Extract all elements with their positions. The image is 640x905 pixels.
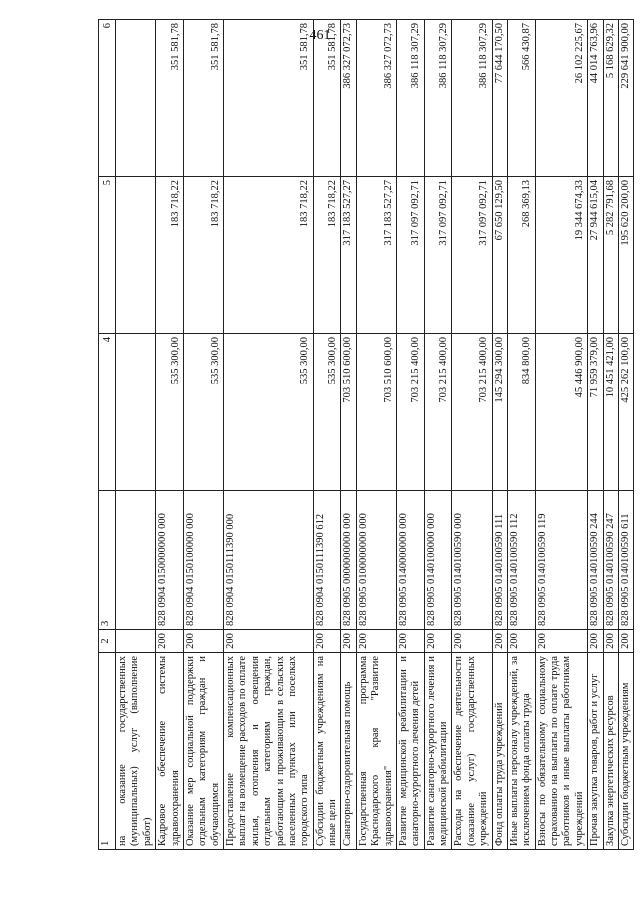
row-kbk: 828 0904 0150111390 000 (224, 491, 314, 630)
header-col-4: 4 (99, 334, 116, 491)
row-executed: 268 369,13 (507, 177, 535, 334)
row-code: 200 (603, 630, 618, 653)
table-row (341, 20, 356, 850)
row-kbk: 828 0905 0140100000 000 (424, 491, 452, 630)
table-row (507, 20, 535, 850)
row-name: Прочая закупка товаров, работ и услуг (588, 653, 603, 850)
row-kbk (116, 491, 156, 630)
row-kbk: 828 0904 0150100000 000 (183, 491, 223, 630)
row-executed: 317 097 092,71 (424, 177, 452, 334)
table-row (535, 20, 588, 850)
budget-table-rotated (98, 23, 631, 850)
row-remainder: 351 581,78 (183, 20, 223, 177)
row-remainder: 351 581,78 (313, 20, 341, 177)
row-code: 200 (183, 630, 223, 653)
row-executed (116, 177, 156, 334)
row-remainder: 229 641 900,00 (618, 20, 633, 177)
row-plan: 45 446 900,00 (535, 334, 588, 491)
row-name: Государственная программа Краснодарского края "Развитие здравоохранения" (356, 653, 396, 850)
row-remainder: 44 014 763,96 (588, 20, 603, 177)
row-plan: 535 300,00 (156, 334, 184, 491)
row-code: 200 (356, 630, 396, 653)
row-remainder: 386 118 307,29 (396, 20, 424, 177)
table-row (224, 20, 314, 850)
budget-table (98, 19, 634, 850)
row-name: Предоставление компенсационных выплат на возмещение расходов по оплате жилья, отопления и освещения отдельным категориям граждан, работающим и проживающим в сельских населенных пунктах или поселках городского типа (224, 653, 314, 850)
row-plan (116, 334, 156, 491)
row-code (116, 630, 156, 653)
row-executed: 183 718,22 (224, 177, 314, 334)
row-executed: 27 944 615,04 (588, 177, 603, 334)
row-remainder: 566 430,87 (507, 20, 535, 177)
row-plan: 10 451 421,00 (603, 334, 618, 491)
row-code: 200 (156, 630, 184, 653)
row-remainder: 386 327 072,73 (341, 20, 356, 177)
row-name: на оказание государственных (муниципальных) услуг (выполнение работ) (116, 653, 156, 850)
table-row (618, 20, 633, 850)
row-executed: 183 718,22 (313, 177, 341, 334)
table-row (396, 20, 424, 850)
table-row (356, 20, 396, 850)
header-col-5: 5 (99, 177, 116, 334)
row-executed: 317 097 092,71 (396, 177, 424, 334)
row-code: 200 (618, 630, 633, 653)
row-name: Закупка энергетических ресурсов (603, 653, 618, 850)
row-plan: 703 510 600,00 (356, 334, 396, 491)
row-name: Расходы на обеспечение деятельности (оказание услуг) государственных учреждений (452, 653, 492, 850)
table-row (492, 20, 507, 850)
row-plan: 535 300,00 (183, 334, 223, 491)
row-remainder: 351 581,78 (224, 20, 314, 177)
row-kbk: 828 0905 0140100590 111 (492, 491, 507, 630)
header-col-6: 6 (99, 20, 116, 177)
row-code: 200 (588, 630, 603, 653)
header-col-2: 2 (99, 630, 116, 653)
header-col-1: 1 (99, 653, 116, 850)
row-remainder: 77 644 170,50 (492, 20, 507, 177)
row-remainder (116, 20, 156, 177)
row-kbk: 828 0905 0140100590 000 (452, 491, 492, 630)
row-code: 200 (341, 630, 356, 653)
table-row (588, 20, 603, 850)
row-remainder: 351 581,78 (156, 20, 184, 177)
row-plan: 834 800,00 (507, 334, 535, 491)
row-executed: 5 282 791,68 (603, 177, 618, 334)
row-code: 200 (507, 630, 535, 653)
row-code: 200 (424, 630, 452, 653)
row-plan: 703 215 400,00 (396, 334, 424, 491)
table-header-row (99, 20, 116, 850)
row-plan: 145 294 300,00 (492, 334, 507, 491)
row-name: Санаторно-оздоровительная помощь (341, 653, 356, 850)
row-plan: 425 262 100,00 (618, 334, 633, 491)
row-code: 200 (535, 630, 588, 653)
row-code: 200 (396, 630, 424, 653)
row-remainder: 26 102 225,67 (535, 20, 588, 177)
row-code: 200 (492, 630, 507, 653)
row-kbk: 828 0905 0100000000 000 (356, 491, 396, 630)
row-executed: 183 718,22 (183, 177, 223, 334)
row-plan: 71 959 379,00 (588, 334, 603, 491)
table-row (156, 20, 184, 850)
row-kbk: 828 0904 0150000000 000 (156, 491, 184, 630)
row-name: Иные выплаты персоналу учреждений, за исключением фонда оплаты труда (507, 653, 535, 850)
table-row (424, 20, 452, 850)
row-kbk: 828 0904 0150111390 612 (313, 491, 341, 630)
row-kbk: 828 0905 0000000000 000 (341, 491, 356, 630)
row-kbk: 828 0905 0140100590 611 (618, 491, 633, 630)
row-remainder: 386 118 307,29 (424, 20, 452, 177)
page-number: 461 (309, 28, 331, 43)
row-plan: 535 300,00 (224, 334, 314, 491)
row-remainder: 5 168 629,32 (603, 20, 618, 177)
row-plan: 703 215 400,00 (424, 334, 452, 491)
row-name: Развитие санаторно-курортного лечения и медицинской реабилитации (424, 653, 452, 850)
row-name: Фонд оплаты труда учреждений (492, 653, 507, 850)
row-kbk: 828 0905 0140000000 000 (396, 491, 424, 630)
table-row (183, 20, 223, 850)
row-name: Субсидии бюджетным учреждениям на иные цели (313, 653, 341, 850)
row-code: 200 (224, 630, 314, 653)
row-code: 200 (452, 630, 492, 653)
row-executed: 195 620 200,00 (618, 177, 633, 334)
row-remainder: 386 118 307,29 (452, 20, 492, 177)
row-code: 200 (313, 630, 341, 653)
row-executed: 317 097 092,71 (452, 177, 492, 334)
row-executed: 317 183 527,27 (341, 177, 356, 334)
row-name: Взносы по обязательному социальному страхованию на выплаты по оплате труда работников и иные выплаты работникам учреждений (535, 653, 588, 850)
row-executed: 19 344 674,33 (535, 177, 588, 334)
row-name: Развитие медицинской реабилитации и санаторно-курортного лечения детей (396, 653, 424, 850)
table-row (116, 20, 156, 850)
table-row (452, 20, 492, 850)
row-kbk: 828 0905 0140100590 119 (535, 491, 588, 630)
row-kbk: 828 0905 0140100590 112 (507, 491, 535, 630)
row-name: Кадровое обеспечение системы здравоохранения (156, 653, 184, 850)
table-row (313, 20, 341, 850)
row-name: Субсидии бюджетным учреждениям (618, 653, 633, 850)
row-plan: 703 510 600,00 (341, 334, 356, 491)
header-col-3: 3 (99, 491, 116, 630)
row-remainder: 386 327 072,73 (356, 20, 396, 177)
row-kbk: 828 0905 0140100590 244 (588, 491, 603, 630)
row-name: Оказание мер социальной поддержки отдельным категориям граждан и обучающимся (183, 653, 223, 850)
row-plan: 703 215 400,00 (452, 334, 492, 491)
row-executed: 183 718,22 (156, 177, 184, 334)
row-plan: 535 300,00 (313, 334, 341, 491)
table-body (116, 20, 634, 850)
row-kbk: 828 0905 0140100590 247 (603, 491, 618, 630)
row-executed: 67 650 129,50 (492, 177, 507, 334)
row-executed: 317 183 527,27 (356, 177, 396, 334)
table-row (603, 20, 618, 850)
